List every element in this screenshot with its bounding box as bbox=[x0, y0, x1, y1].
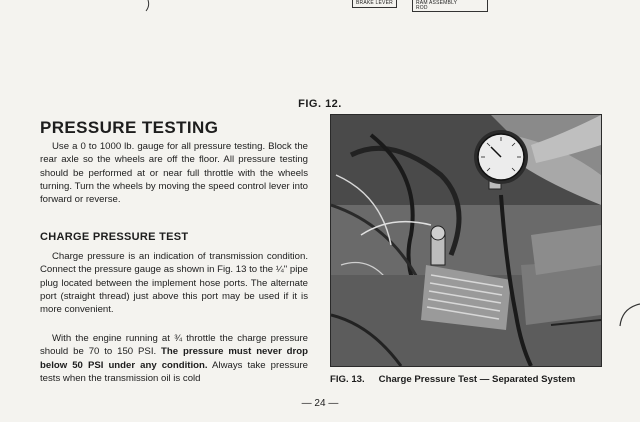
scribble-mark bbox=[142, 0, 162, 12]
subsection-paragraph-1: Charge pressure is an indication of transmission condition. Connect the pressure gauge as shown in Fig. 13 to the ¼" pipe plug located between the implement hose ports. The alternate port (straight thread) just above this port may be used if it is more convenient. bbox=[40, 251, 308, 316]
para2-end: Always take pressure tests when the transmission oil is cold bbox=[40, 359, 308, 384]
ram-tag-line2: ROD bbox=[416, 5, 428, 11]
ram-tag-line1: RAM ASSEMBLY bbox=[416, 0, 458, 6]
subsection-title: CHARGE PRESSURE TEST bbox=[40, 231, 189, 243]
figure13-caption-text: Charge Pressure Test — Separated System bbox=[378, 374, 576, 385]
para2-start: With the engine running at ¾ throttle the charge pressure should be 70 to 150 PSI. bbox=[40, 333, 308, 358]
page-number: — 24 — bbox=[301, 398, 339, 409]
gauge-photo-illustration bbox=[331, 115, 601, 366]
figure13-photo bbox=[330, 114, 602, 367]
top-fragment bbox=[0, 0, 640, 14]
section-paragraph: Use a 0 to 1000 lb. gauge for all pressure testing. Block the rear axle so the wheels are off the floor. All pressure testing should be performed at or near full throttle with the wheels turning. Turn the wheels by moving the speed control lever into forward or reverse. bbox=[40, 141, 308, 206]
para2-bold: The pressure must never drop below 50 PSI under any condition. bbox=[40, 346, 308, 371]
section-title: PRESSURE TESTING bbox=[40, 118, 219, 137]
brake-lever-tag: BRAKE LEVER bbox=[352, 0, 397, 8]
edge-curve-mark bbox=[618, 300, 640, 330]
figure13-number: FIG. 13. bbox=[330, 374, 365, 385]
subsection-paragraph-2 bbox=[40, 332, 308, 385]
ram-assembly-tag bbox=[412, 0, 488, 12]
fig12-label: FIG. 12. bbox=[298, 98, 342, 110]
figure13-caption bbox=[330, 374, 600, 385]
